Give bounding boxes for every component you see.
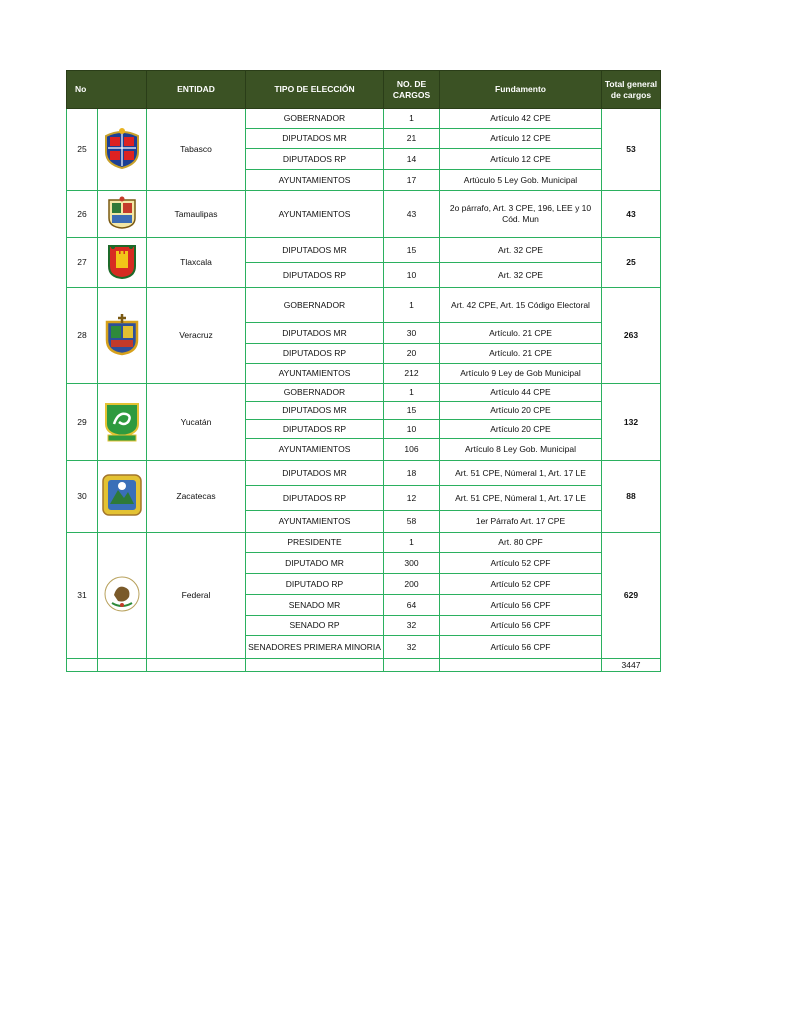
- election-type: DIPUTADO RP: [246, 574, 384, 595]
- table-row: [67, 533, 661, 553]
- election-type: DIPUTADOS MR: [246, 461, 384, 486]
- election-type: SENADO MR: [246, 595, 384, 616]
- legal-basis: 1er Párrafo Art. 17 CPE: [440, 511, 602, 533]
- position-count: 32: [384, 616, 440, 636]
- legal-basis: Artículo 52 CPF: [440, 553, 602, 574]
- entity-name: Yucatán: [147, 384, 246, 461]
- legal-basis: Artículo 56 CPF: [440, 636, 602, 659]
- legal-basis: Art. 42 CPE, Art. 15 Código Electoral: [440, 288, 602, 323]
- empty-cell: [147, 659, 246, 672]
- position-count: 14: [384, 149, 440, 170]
- seal-cell: [98, 191, 147, 238]
- legal-basis: Artículo. 21 CPE: [440, 323, 602, 344]
- legal-basis: Artículo 20 CPE: [440, 402, 602, 420]
- election-type: DIPUTADOS MR: [246, 323, 384, 344]
- position-count: 58: [384, 511, 440, 533]
- entity-name: Tamaulipas: [147, 191, 246, 238]
- election-type: GOBERNADOR: [246, 384, 384, 402]
- election-type: GOBERNADOR: [246, 109, 384, 129]
- election-type: DIPUTADOS RP: [246, 420, 384, 439]
- row-number: 29: [67, 384, 98, 461]
- col-header-cargos: [384, 71, 440, 109]
- entity-total: 53: [602, 109, 661, 191]
- election-type: AYUNTAMIENTOS: [246, 439, 384, 461]
- legal-basis: Artículo 12 CPE: [440, 149, 602, 170]
- election-type: DIPUTADOS MR: [246, 402, 384, 420]
- election-type: DIPUTADO MR: [246, 553, 384, 574]
- elections-table: [66, 70, 661, 672]
- position-count: 300: [384, 553, 440, 574]
- position-count: 10: [384, 263, 440, 288]
- seal-cell: [98, 288, 147, 384]
- election-type: DIPUTADOS MR: [246, 129, 384, 149]
- col-header-no: No: [67, 71, 147, 109]
- col-header-total-line1: Total general: [604, 78, 658, 89]
- legal-basis: Art. 32 CPE: [440, 263, 602, 288]
- legal-basis: Artículo 9 Ley de Gob Municipal: [440, 364, 602, 384]
- tlaxcala-seal: [100, 242, 144, 283]
- seal-cell: [98, 238, 147, 288]
- position-count: 200: [384, 574, 440, 595]
- position-count: 21: [384, 129, 440, 149]
- position-count: 1: [384, 384, 440, 402]
- row-number: 27: [67, 238, 98, 288]
- col-header-total: [602, 71, 661, 109]
- table-row: [67, 191, 661, 238]
- col-header-cargos-line2: CARGOS: [392, 89, 431, 100]
- entity-name: Tabasco: [147, 109, 246, 191]
- election-type: PRESIDENTE: [246, 533, 384, 553]
- entity-total: 132: [602, 384, 661, 461]
- seal-cell: [98, 461, 147, 533]
- table-row: [67, 461, 661, 486]
- table-row: [67, 109, 661, 129]
- legal-basis: Artículo 12 CPE: [440, 129, 602, 149]
- election-type: DIPUTADOS RP: [246, 344, 384, 364]
- legal-basis: Artículo. 21 CPE: [440, 344, 602, 364]
- election-type: SENADO RP: [246, 616, 384, 636]
- entity-total: 629: [602, 533, 661, 659]
- legal-basis: Art. 51 CPE, Númeral 1, Art. 17 LE: [440, 461, 602, 486]
- mexico-federal-seal: [100, 575, 144, 616]
- tamaulipas-seal: [100, 196, 144, 233]
- legal-basis: Artículo 42 CPE: [440, 109, 602, 129]
- position-count: 43: [384, 191, 440, 238]
- empty-cell: [440, 659, 602, 672]
- position-count: 17: [384, 170, 440, 191]
- position-count: 64: [384, 595, 440, 616]
- position-count: 15: [384, 238, 440, 263]
- position-count: 212: [384, 364, 440, 384]
- empty-cell: [246, 659, 384, 672]
- position-count: 12: [384, 486, 440, 511]
- legal-basis: Art. 80 CPF: [440, 533, 602, 553]
- table-row: [67, 238, 661, 263]
- row-number: 25: [67, 109, 98, 191]
- empty-cell: [384, 659, 440, 672]
- entity-total: 25: [602, 238, 661, 288]
- legal-basis: Artículo 56 CPF: [440, 616, 602, 636]
- table-row: [67, 384, 661, 402]
- seal-cell: [98, 533, 147, 659]
- legal-basis: Artículo 8 Ley Gob. Municipal: [440, 439, 602, 461]
- entity-name: Veracruz: [147, 288, 246, 384]
- row-number: 26: [67, 191, 98, 238]
- legal-basis: Art. 51 CPE, Númeral 1, Art. 17 LE: [440, 486, 602, 511]
- entity-total: 88: [602, 461, 661, 533]
- election-type: DIPUTADOS RP: [246, 149, 384, 170]
- yucatan-seal: [100, 400, 144, 445]
- position-count: 20: [384, 344, 440, 364]
- col-header-cargos-line1: NO. DE: [396, 78, 427, 89]
- legal-basis: 2o párrafo, Art. 3 CPE, 196, LEE y 10 Cód. Mun: [440, 191, 602, 238]
- election-type: DIPUTADOS MR: [246, 238, 384, 263]
- position-count: 18: [384, 461, 440, 486]
- row-number: 28: [67, 288, 98, 384]
- legal-basis: Artículo 20 CPE: [440, 420, 602, 439]
- position-count: 1: [384, 288, 440, 323]
- col-header-tipo: TIPO DE ELECCIÓN: [246, 71, 384, 109]
- empty-cell: [67, 659, 98, 672]
- election-type: AYUNTAMIENTOS: [246, 191, 384, 238]
- election-type: DIPUTADOS RP: [246, 486, 384, 511]
- position-count: 10: [384, 420, 440, 439]
- legal-basis: Artículo 56 CPF: [440, 595, 602, 616]
- position-count: 32: [384, 636, 440, 659]
- header-row: [67, 71, 661, 109]
- zacatecas-seal: [100, 472, 144, 521]
- col-header-fundamento: Fundamento: [440, 71, 602, 109]
- entity-name: Zacatecas: [147, 461, 246, 533]
- col-header-entidad: ENTIDAD: [147, 71, 246, 109]
- row-number: 30: [67, 461, 98, 533]
- col-header-total-line2: de cargos: [610, 89, 652, 100]
- grand-total: 3447: [602, 659, 661, 672]
- election-type: AYUNTAMIENTOS: [246, 364, 384, 384]
- row-number: 31: [67, 533, 98, 659]
- position-count: 106: [384, 439, 440, 461]
- tabasco-seal: [100, 126, 144, 173]
- election-type: GOBERNADOR: [246, 288, 384, 323]
- election-type: AYUNTAMIENTOS: [246, 170, 384, 191]
- position-count: 1: [384, 109, 440, 129]
- legal-basis: Artúculo 5 Ley Gob. Municipal: [440, 170, 602, 191]
- entity-name: Federal: [147, 533, 246, 659]
- legal-basis: Artículo 44 CPE: [440, 384, 602, 402]
- table-row: [67, 288, 661, 323]
- legal-basis: Art. 32 CPE: [440, 238, 602, 263]
- table-body: [67, 109, 661, 672]
- election-type: DIPUTADOS RP: [246, 263, 384, 288]
- election-type: AYUNTAMIENTOS: [246, 511, 384, 533]
- election-type: SENADORES PRIMERA MINORIA: [246, 636, 384, 659]
- position-count: 15: [384, 402, 440, 420]
- position-count: 1: [384, 533, 440, 553]
- seal-cell: [98, 384, 147, 461]
- veracruz-seal: [100, 312, 144, 359]
- empty-cell: [98, 659, 147, 672]
- legal-basis: Artículo 52 CPF: [440, 574, 602, 595]
- entity-total: 43: [602, 191, 661, 238]
- entity-name: Tlaxcala: [147, 238, 246, 288]
- position-count: 30: [384, 323, 440, 344]
- grand-total-row: [67, 659, 661, 672]
- entity-total: 263: [602, 288, 661, 384]
- seal-cell: [98, 109, 147, 191]
